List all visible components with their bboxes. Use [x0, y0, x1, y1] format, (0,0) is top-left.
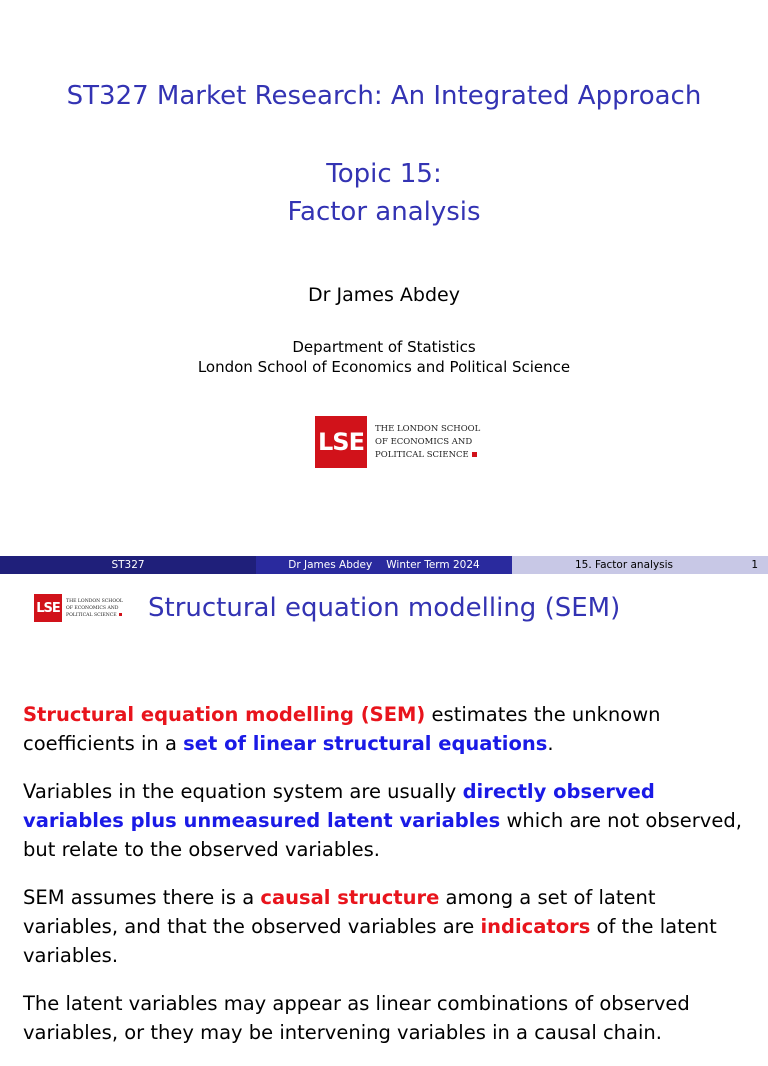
footer-topic: 15. Factor analysis: [574, 559, 674, 571]
footer-course: ST327: [0, 556, 256, 574]
lse-logo-wordmark: [375, 423, 480, 462]
p3-text-3: of the latent variables.: [23, 915, 717, 967]
author-name: Dr James Abdey: [308, 284, 460, 306]
footer-right: [512, 556, 768, 574]
emph-linear-equations: set of linear structural equations: [183, 732, 548, 755]
emph-sem: Structural equation modelling (SEM): [23, 703, 426, 726]
logo-line-3-wrap: [375, 449, 480, 462]
paragraph-2: [23, 777, 753, 864]
institution: London School of Economics and Political Science: [197, 358, 571, 376]
footer-center: [256, 556, 512, 574]
department: Department of Statistics: [292, 338, 476, 356]
paragraph-3: [23, 883, 753, 970]
footer-term: Winter Term 2024: [386, 559, 480, 571]
p3-text-1: SEM assumes there is a: [23, 886, 261, 909]
p1-text-1: estimates the unknown coefficients in a: [23, 703, 661, 755]
p1-text-2: .: [547, 732, 554, 755]
paragraph-4: [23, 989, 753, 1047]
footer-bar: [0, 556, 768, 574]
lse-logo: [315, 416, 480, 468]
slide-body: [23, 700, 753, 1066]
logo-small-line-3: POLITICAL SCIENCE: [66, 612, 117, 618]
p2-text-1: Variables in the equation system are usually: [23, 780, 463, 803]
emph-variables: directly observed variables plus unmeasured latent variables: [23, 780, 655, 832]
lse-logo-small: [34, 594, 123, 622]
topic-name: Factor analysis: [287, 197, 481, 227]
footer-author: Dr James Abdey: [288, 559, 373, 571]
affiliation: [0, 337, 768, 377]
lse-logo-mark: LSE: [315, 416, 367, 468]
paragraph-1: [23, 700, 753, 758]
slide-title: Structural equation modelling (SEM): [148, 593, 621, 623]
topic-number: Topic 15:: [326, 159, 442, 189]
lse-logo-wordmark-small: [66, 598, 123, 619]
logo-small-square-icon: [119, 613, 122, 616]
presentation-title: ST327 Market Research: An Integrated Approach: [66, 81, 702, 111]
emph-causal-structure: causal structure: [260, 886, 440, 909]
logo-line-1: THE LONDON SCHOOL: [375, 423, 481, 434]
logo-line-2: OF ECONOMICS AND: [375, 436, 473, 447]
p3-text-2: among a set of latent variables, and that the observed variables are: [23, 886, 656, 938]
emph-indicators: indicators: [480, 915, 591, 938]
lse-logo-mark-small: LSE: [34, 594, 62, 622]
p4-text-1: The latent variables may appear as linear combinations of observed variables, or they may be intervening variables in a causal chain.: [23, 992, 690, 1044]
p2-text-2: which are not observed, but relate to the observed variables.: [23, 809, 742, 861]
logo-small-line-3-wrap: [66, 612, 123, 619]
topic-heading: [0, 155, 768, 231]
logo-small-line-1: THE LONDON SCHOOL: [66, 598, 123, 604]
logo-square-icon: [472, 452, 477, 457]
logo-line-3: POLITICAL SCIENCE: [375, 449, 469, 460]
content-slide: [0, 574, 768, 1044]
footer-page-number: 1: [751, 559, 758, 571]
logo-small-line-2: OF ECONOMICS AND: [66, 605, 119, 611]
